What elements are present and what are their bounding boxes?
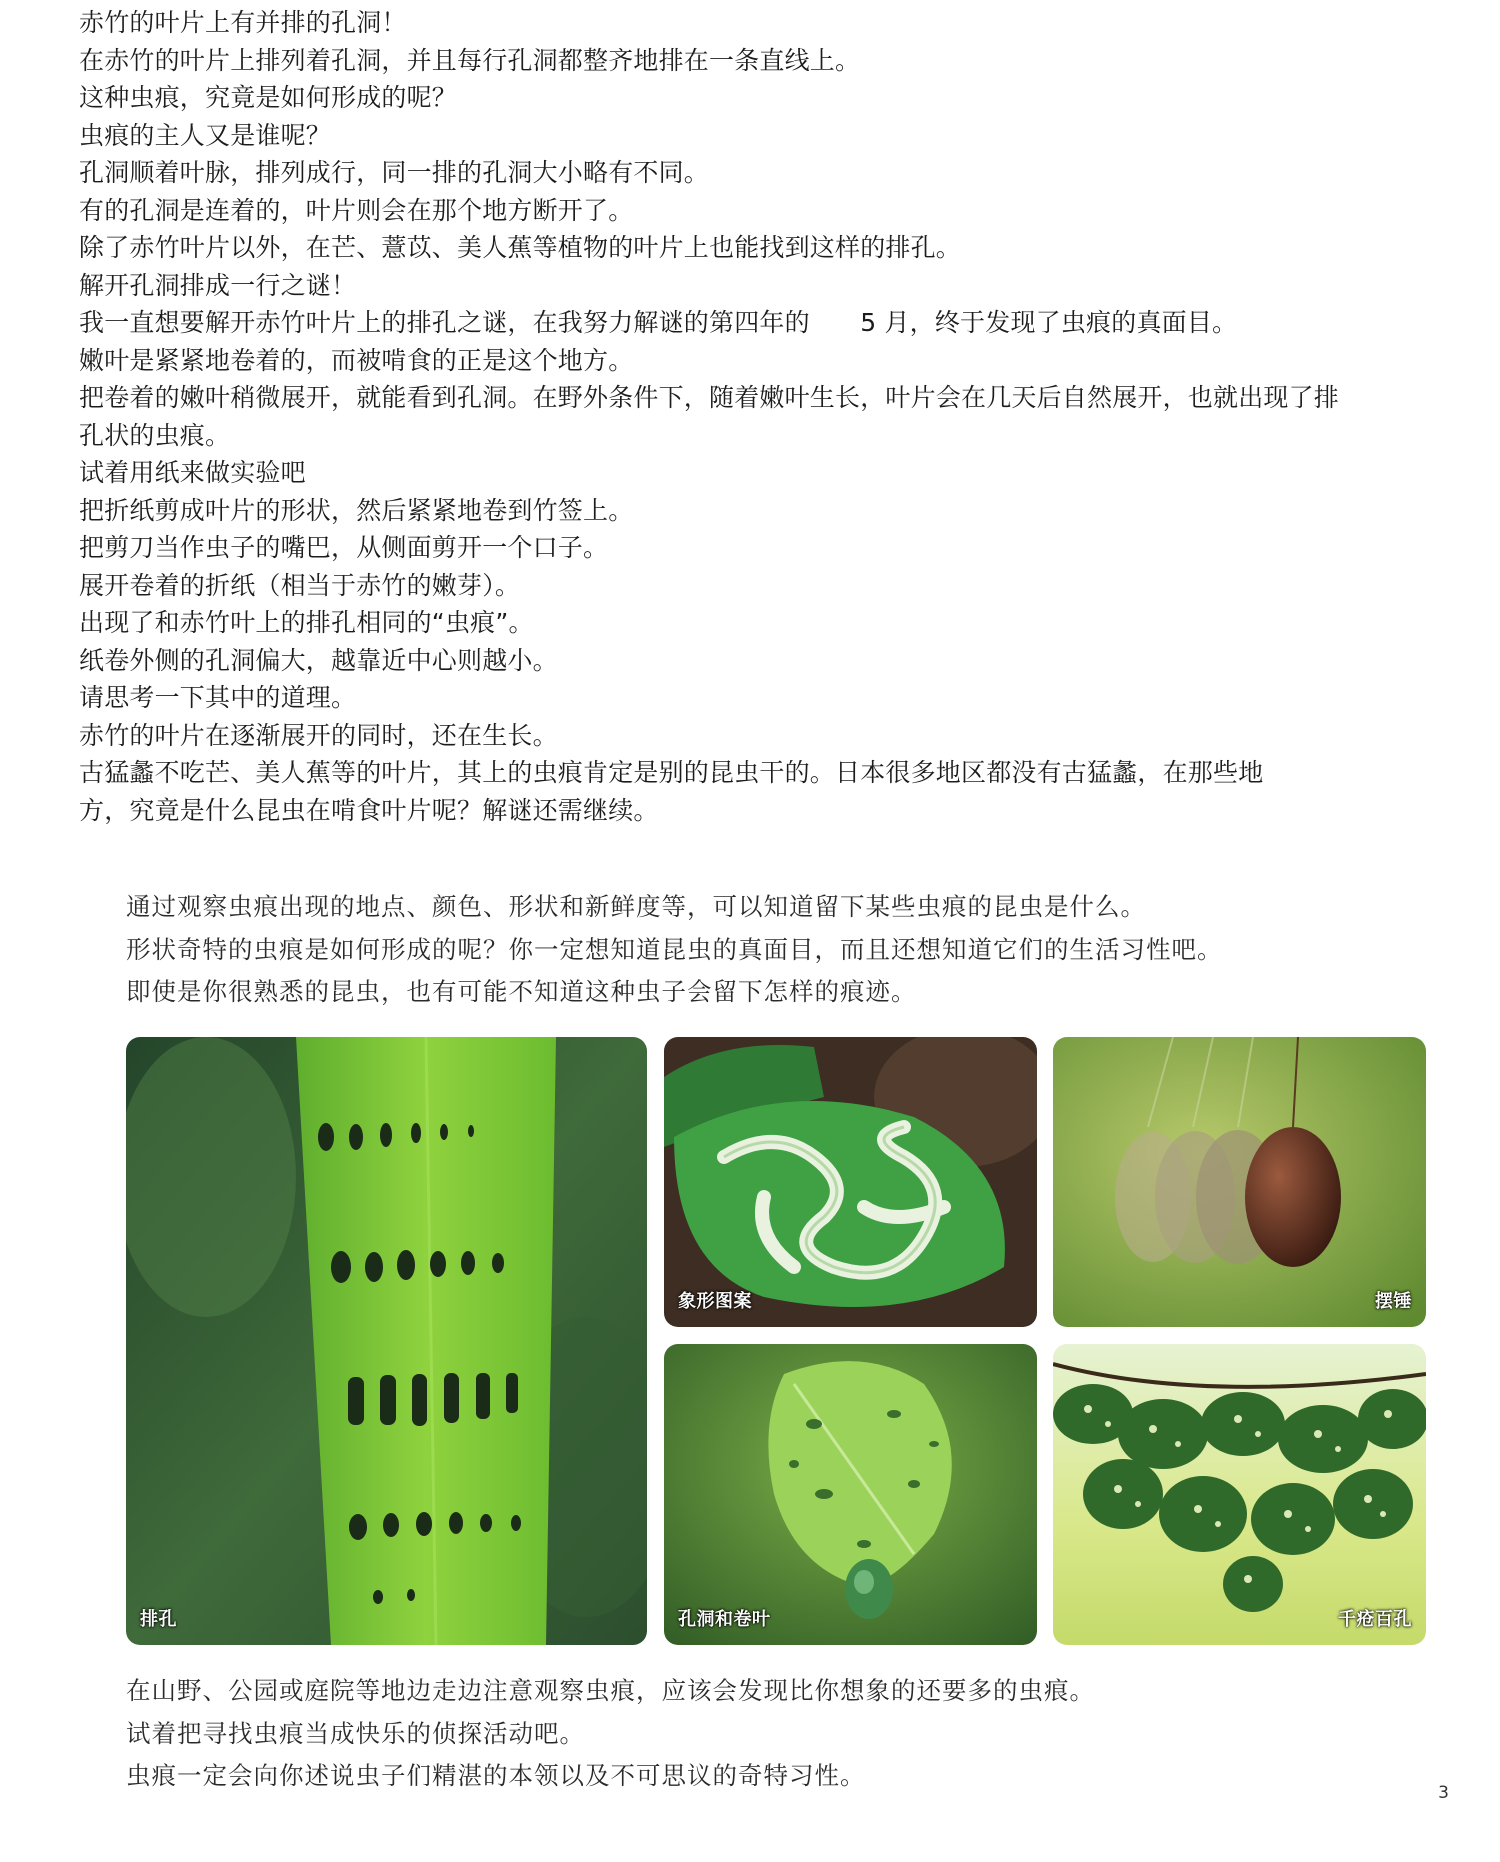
- intro-text-block: [126, 886, 1426, 1014]
- leaf-miner-pattern-illustration: [664, 1037, 1037, 1327]
- photo-caption: 千疮百孔: [1338, 1609, 1412, 1630]
- photo-caption: 摆锤: [1375, 1291, 1412, 1312]
- leaf-row-holes-illustration: [126, 1037, 647, 1645]
- text-line: 把剪刀当作虫子的嘴巴，从侧面剪开一个口子。: [79, 533, 609, 562]
- text-line: 除了赤竹叶片以外，在芒、薏苡、美人蕉等植物的叶片上也能找到这样的排孔。: [79, 233, 962, 262]
- page-number: 3: [1438, 1783, 1449, 1803]
- text-line: 展开卷着的折纸（相当于赤竹的嫩芽）。: [79, 570, 521, 600]
- photo-many-holes: [1053, 1344, 1426, 1645]
- intro-line: 即使是你很熟悉的昆虫，也有可能不知道这种虫子会留下怎样的痕迹。: [126, 977, 917, 1006]
- text-line: 在赤竹的叶片上排列着孔洞，并且每行孔洞都整齐地排在一条直线上。: [79, 45, 861, 75]
- text-line: 虫痕的主人又是谁呢？: [79, 120, 332, 150]
- text-line: 嫩叶是紧紧地卷着的，而被啃食的正是这个地方。: [79, 345, 634, 375]
- text-line: 把折纸剪成叶片的形状，然后紧紧地卷到竹签上。: [79, 495, 634, 525]
- text-line: 孔洞顺着叶脉，排列成行，同一排的孔洞大小略有不同。: [79, 158, 710, 187]
- text-line: 方，究竟是什么昆虫在啃食叶片呢？解谜还需继续。: [79, 795, 659, 825]
- photo-caption: 排孔: [140, 1609, 177, 1630]
- text-line: 孔状的虫痕。: [79, 420, 231, 450]
- text-line: 古猛蠡不吃芒、美人蕉等的叶片，其上的虫痕肯定是别的昆虫干的。日本很多地区都没有古猛蠡，在那些地: [79, 758, 1264, 787]
- text-line: 请思考一下其中的道理。: [79, 683, 357, 712]
- outro-line: 在山野、公园或庭院等地边走边注意观察虫痕，应该会发现比你想象的还要多的虫痕。: [126, 1676, 1095, 1705]
- text-line: 我一直想要解开赤竹叶片上的排孔之谜，在我努力解谜的第四年的 5 月，终于发现了虫痕的真面目。: [79, 308, 1238, 337]
- text-line: 解开孔洞排成一行之谜！: [79, 270, 357, 300]
- intro-line: 通过观察虫痕出现的地点、颜色、形状和新鲜度等，可以知道留下某些虫痕的昆虫是什么。: [126, 892, 1146, 921]
- outro-text-block: [126, 1670, 1426, 1798]
- main-text-block: [79, 4, 1419, 829]
- photo-pendulum: [1053, 1037, 1426, 1327]
- text-line: 这种虫痕，究竟是如何形成的呢？: [79, 83, 458, 112]
- photo-caption: 孔洞和卷叶: [678, 1609, 771, 1630]
- holey-leaves-illustration: [1053, 1344, 1426, 1645]
- photo-roll-leaf: [664, 1344, 1037, 1645]
- text-line: 有的孔洞是连着的，叶片则会在那个地方断开了。: [79, 195, 634, 225]
- photo-pattern: [664, 1037, 1037, 1327]
- intro-line: 形状奇特的虫痕是如何形成的呢？你一定想知道昆虫的真面目，而且还想知道它们的生活习性吧。: [126, 934, 1223, 964]
- text-line: 出现了和赤竹叶上的排孔相同的“虫痕”。: [79, 608, 534, 637]
- text-line: 纸卷外侧的孔洞偏大，越靠近中心则越小。: [79, 645, 558, 675]
- outro-line: 虫痕一定会向你述说虫子们精湛的本领以及不可思议的奇特习性。: [126, 1761, 866, 1790]
- pendulum-seed-illustration: [1053, 1037, 1426, 1327]
- text-line: 试着用纸来做实验吧: [79, 458, 306, 487]
- text-line: 赤竹的叶片上有并排的孔洞！: [79, 8, 407, 37]
- photo-row-holes: [126, 1037, 647, 1645]
- photo-caption: 象形图案: [678, 1291, 752, 1312]
- text-line: 把卷着的嫩叶稍微展开，就能看到孔洞。在野外条件下，随着嫩叶生长，叶片会在几天后自然展开，也就出现了排: [79, 383, 1340, 412]
- outro-line: 试着把寻找虫痕当成快乐的侦探活动吧。: [126, 1718, 585, 1748]
- text-line: 赤竹的叶片在逐渐展开的同时，还在生长。: [79, 720, 558, 750]
- rolled-leaf-beetle-illustration: [664, 1344, 1037, 1645]
